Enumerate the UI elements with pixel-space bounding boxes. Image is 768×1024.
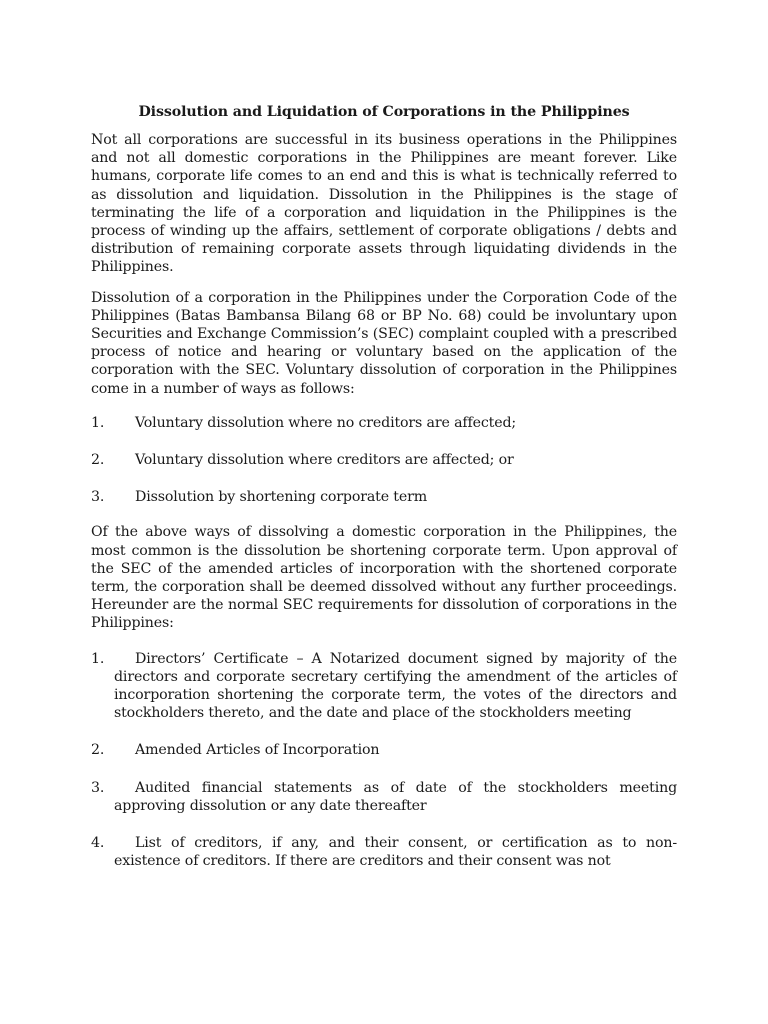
intro-paragraph: Not all corporations are successful in its business operations in the Philippines and not all domestic corporations in the Philippines are meant forever. Like humans, corporate life comes to an end and this is what is technically referred to as dissolution and liquidation. Dissolution in the Philippines is the stage of terminating the life of a corporation and liquidation in the Philippines is the process of winding up the affairs, settlement of corporate obligations / debts and distribution of remaining corporate assets through liquidating dividends in the Philippines. (91, 132, 677, 276)
list-item (91, 414, 677, 432)
list-item-number: 1. (91, 414, 105, 431)
list-item (91, 741, 677, 759)
list-item-text: Voluntary dissolution where creditors are affected; or (135, 452, 514, 469)
requirements-list (91, 650, 677, 871)
list-item-text: Dissolution by shortening corporate term (135, 489, 428, 506)
document-page (91, 103, 677, 890)
list-item-text: Directors’ Certificate – A Notarized document signed by majority of the directors and corporate secretary certifying the amendment of the articles of incorporation shortening the corporate term, the votes of the directors and stockholders thereto, and the date and place of the stockholders meeting (114, 650, 677, 722)
list-item-number: 2. (91, 452, 105, 469)
requirements-intro-paragraph: Of the above ways of dissolving a domestic corporation in the Philippines, the most common is the dissolution be shortening corporate term. Upon approval of the SEC of the amended articles of incorporation with the shortened corporate term, the corporation shall be deemed dissolved without any further proceedings. Hereunder are the normal SEC requirements for dissolution of corporations in the Philippines: (91, 524, 677, 632)
list-item-number: 4. (91, 835, 105, 852)
list-item (91, 451, 677, 469)
list-item-text: Audited financial statements as of date of the stockholders meeting approving dissolution or any date thereafter (114, 779, 677, 814)
list-item (91, 488, 677, 506)
list-item-number: 1. (91, 650, 105, 667)
list-item-text: Voluntary dissolution where no creditors are affected; (135, 414, 517, 431)
list-item (91, 779, 677, 815)
list-item-text: List of creditors, if any, and their consent, or certification as to non-existence of creditors. If there are creditors and their consent was not (114, 835, 677, 870)
list-item (91, 834, 677, 870)
list-item-number: 2. (91, 742, 105, 759)
dissolution-paragraph: Dissolution of a corporation in the Philippines under the Corporation Code of the Philippines (Batas Bambansa Bilang 68 or BP No. 68) could be involuntary upon Securities and Exchange Commission’s (SEC) complaint coupled with a prescribed process of notice and hearing or voluntary based on the application of the corporation with the SEC. Voluntary dissolution of corporation in the Philippines come in a number of ways as follows: (91, 289, 677, 397)
list-item-number: 3. (91, 779, 105, 796)
document-title: Dissolution and Liquidation of Corporations in the Philippines (138, 104, 630, 120)
list-item (91, 650, 677, 723)
list-item-text: Amended Articles of Incorporation (135, 742, 380, 759)
list-item-number: 3. (91, 489, 105, 506)
dissolution-ways-list (91, 414, 677, 507)
